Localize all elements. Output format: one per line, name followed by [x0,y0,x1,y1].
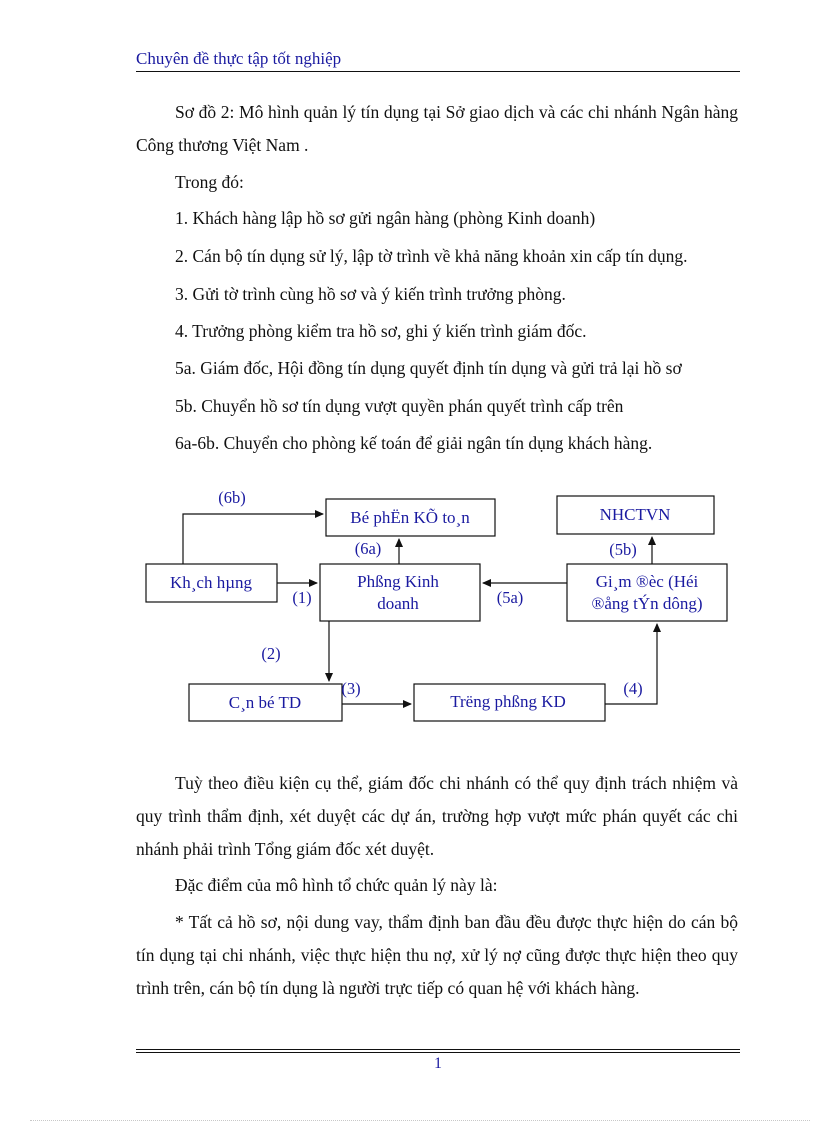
step-5a: 5a. Giám đốc, Hội đồng tín dụng quyết định tín dụng và gửi trả lại hồ sơ [175,358,682,378]
nhctvn-text: NHCTVN [599,505,671,524]
page-number: 1 [434,1055,442,1072]
label-1: (1) [292,588,312,607]
label-5a: (5a) [496,588,524,607]
label-5b: (5b) [609,540,637,559]
paragraph-2: Đặc điểm của mô hình tổ chức quản lý này là: [175,875,498,895]
paragraph-1: Tuỳ theo điều kiện cụ thể, giám đốc chi nhánh có thể quy định trách nhiệm và quy trình thẩm định, xét duyệt các dự án, trường hợp vượt mức phán quyết các chi nhánh phải trình Tổng giám đốc xét duyệt. [136,773,738,859]
diagram-caption: Sơ đồ 2: Mô hình quản lý tín dụng tại Sở giao dịch và các chi nhánh Ngân hàng Công thương Việt Nam . [136,102,738,155]
label-2: (2) [261,644,281,663]
label-3: (3) [341,679,361,698]
director-text-2: ®ång tÝn dông) [591,594,703,613]
label-4: (4) [623,679,643,698]
arrow-6b [183,514,323,564]
intro-text: Trong đó: [175,172,244,192]
step-1: 1. Khách hàng lập hồ sơ gửi ngân hàng (phòng Kinh doanh) [175,208,596,228]
page-bottom-border [30,1120,810,1121]
business-dept-text-1: Phßng Kinh [357,572,439,591]
step-5b: 5b. Chuyển hồ sơ tín dụng vượt quyền phán quyết trình cấp trên [175,396,624,416]
footer-rule [136,1049,740,1050]
label-6b: (6b) [218,488,246,507]
customer-text: Kh¸ch hµng [169,573,253,592]
step-6ab: 6a-6b. Chuyển cho phòng kế toán để giải ngân tín dụng khách hàng. [175,433,653,453]
head-of-dept-text: Trëng phßng KD [450,692,566,711]
step-2: 2. Cán bộ tín dụng sử lý, lập tờ trình về khả năng khoản xin cấp tín dụng. [175,246,688,266]
accounting-text: Bé phËn KÕ to¸n [350,508,470,527]
footer-rule-double [136,1052,740,1053]
director-text-1: Gi¸m ®èc (Héi [595,572,699,591]
header-title: Chuyên đề thực tập tốt nghiệp [136,49,342,68]
business-dept-text-2: doanh [377,594,419,613]
step-3: 3. Gửi tờ trình cùng hồ sơ và ý kiến trình trưởng phòng. [175,284,566,304]
credit-officer-text: C¸n bé TD [228,693,302,712]
label-6a: (6a) [354,539,382,558]
paragraph-3: * Tất cả hồ sơ, nội dung vay, thẩm định ban đầu đều được thực hiện do cán bộ tín dụng tại chi nhánh, việc thực hiện thu nợ, xử lý nợ cũng được thực hiện theo quy trình trên, cán bộ tín dụng là người trực tiếp có quan hệ với khách hàng. [136,912,738,998]
step-4: 4. Trưởng phòng kiểm tra hồ sơ, ghi ý kiến trình giám đốc. [175,321,587,341]
